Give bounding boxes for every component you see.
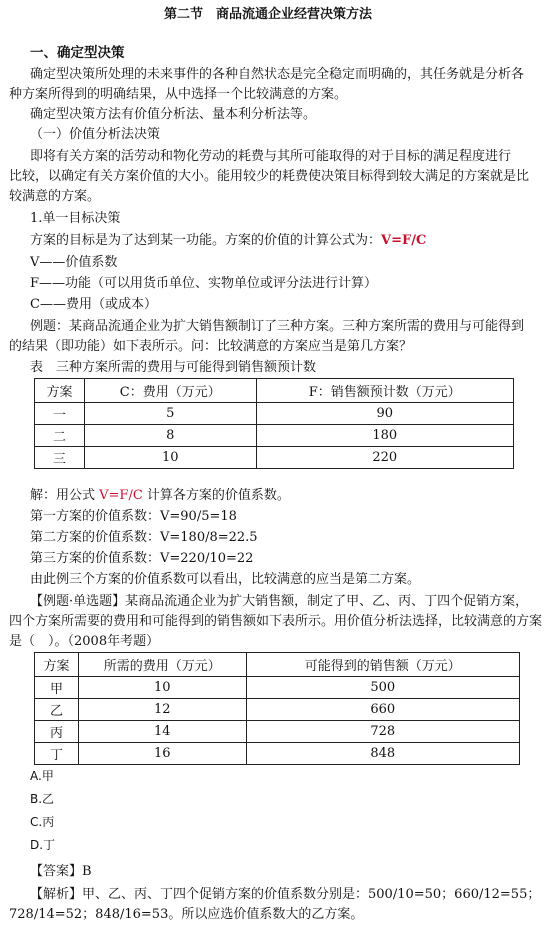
table-cell: 一	[35, 403, 85, 425]
table-header-cell: 所需的费用（万元）	[78, 653, 246, 677]
formula-expression: V=F/C	[381, 233, 427, 248]
solution-tail: 计算各方案的价值系数。	[142, 488, 290, 503]
solution-line-3: 第三方案的价值系数：V=220/10=22	[30, 551, 254, 566]
table-cell: 728	[246, 721, 519, 743]
option-c: C.丙	[30, 815, 55, 829]
table-cell: 10	[78, 677, 246, 699]
table-cell: 10	[84, 447, 256, 469]
formula-line	[30, 232, 426, 250]
definition-c: C——费用（或成本）	[30, 297, 157, 312]
question-line-1: 【例题·单选题】某商品流通企业为扩大销售额，制定了甲、乙、丙、丁四个促销方案，	[30, 594, 529, 609]
table-cell: 丁	[35, 743, 79, 765]
table-cell: 二	[35, 425, 85, 447]
table-header-cell: 方案	[35, 653, 79, 677]
question-line-2: 四个方案所需要的费用和可能得到的销售额如下表所示。用价值分析法选择，比较满意的方案	[9, 614, 543, 629]
para1-line-2: 比较，以确定有关方案价值的大小。能用较少的耗费使决策目标得到较大满足的方案就是比	[9, 169, 530, 184]
table-header-row	[35, 653, 520, 677]
table-row	[35, 425, 514, 447]
table1-caption: 表 三种方案所需的费用与可能得到销售额预计数	[30, 360, 317, 375]
example-line-2: 的结果（即功能）如下表所示。问：比较满意的方案应当是第几方案？	[9, 339, 413, 354]
solution-line-2: 第二方案的价值系数：V=180/8=22.5	[30, 530, 258, 545]
table-header-cell: C：费用（万元）	[84, 379, 256, 403]
solution-formula: V=F/C	[99, 488, 143, 503]
table-header-row	[35, 379, 514, 403]
table-cell: 14	[78, 721, 246, 743]
table-cell: 乙	[35, 699, 79, 721]
table-cell: 丙	[35, 721, 79, 743]
formula-lead: 方案的目标是为了达到某一功能。方案的价值的计算公式为：	[30, 233, 382, 248]
option-a: A.甲	[30, 769, 54, 783]
solution-line-1: 第一方案的价值系数：V=90/5=18	[30, 509, 237, 524]
intro-line-3: 确定型决策方法有价值分析法、量本利分析法等。	[30, 107, 317, 122]
table-cell: 12	[78, 699, 246, 721]
table-row	[35, 743, 520, 765]
intro-line-2: 种方案所得到的明确结果，从中选择一个比较满意的方案。	[9, 87, 348, 102]
table-cell: 甲	[35, 677, 79, 699]
table-header-cell: 方案	[35, 379, 85, 403]
solution-intro	[30, 487, 290, 505]
table-header-cell: F：销售额预计数（万元）	[256, 379, 513, 403]
section-title: 第二节 商品流通企业经营决策方法	[164, 7, 373, 22]
intro-line-1: 确定型决策所处理的未来事件的各种自然状态是完全稳定而明确的，其任务就是分析各	[30, 67, 525, 82]
definition-v: V——价值系数	[30, 255, 118, 270]
example-line-1: 例题：某商品流通企业为扩大销售额制订了三种方案。三种方案所需的费用与可能得到	[30, 319, 525, 334]
table-row	[35, 699, 520, 721]
option-d: D.丁	[30, 838, 56, 852]
table-cell: 三	[35, 447, 85, 469]
table-cell: 220	[256, 447, 513, 469]
para1-line-3: 较满意的方案。	[9, 189, 101, 204]
subheading-value-analysis: （一）价值分析法决策	[30, 127, 161, 142]
table-row	[35, 447, 514, 469]
table-row	[35, 721, 520, 743]
solution-conclusion: 由此例三个方案的价值系数可以看出，比较满意的应当是第二方案。	[30, 572, 421, 587]
table-row	[35, 677, 520, 699]
table-three-plans	[34, 378, 514, 469]
table-header-cell: 可能得到的销售额（万元）	[246, 653, 519, 677]
answer-line: 【答案】B	[30, 864, 92, 879]
definition-f: F——功能（可以用货币单位、实物单位或评分法进行计算）	[30, 276, 378, 291]
item-single-objective: 1.单一目标决策	[30, 211, 121, 226]
table-cell: 180	[256, 425, 513, 447]
table-cell: 8	[84, 425, 256, 447]
analysis-line-1: 【解析】甲、乙、丙、丁四个促销方案的价值系数分别是：500/10=50；660/12=55；	[30, 887, 541, 902]
option-b: B.乙	[30, 792, 55, 806]
table-cell: 500	[246, 677, 519, 699]
question-line-3: 是（ ）。（2008年考题）	[9, 634, 160, 649]
table-row	[35, 403, 514, 425]
table-promotion-plans	[34, 652, 520, 765]
solution-lead: 解：用公式	[30, 488, 100, 503]
table-cell: 848	[246, 743, 519, 765]
table-cell: 90	[256, 403, 513, 425]
para1-line-1: 即将有关方案的活劳动和物化劳动的耗费与其所可能取得的对于目标的满足程度进行	[30, 149, 512, 164]
table-cell: 16	[78, 743, 246, 765]
analysis-line-2: 728/14=52；848/16=53。所以应选价值系数大的乙方案。	[9, 907, 364, 922]
heading-deterministic-decision: 一、确定型决策	[30, 45, 125, 61]
table-cell: 5	[84, 403, 256, 425]
table-cell: 660	[246, 699, 519, 721]
